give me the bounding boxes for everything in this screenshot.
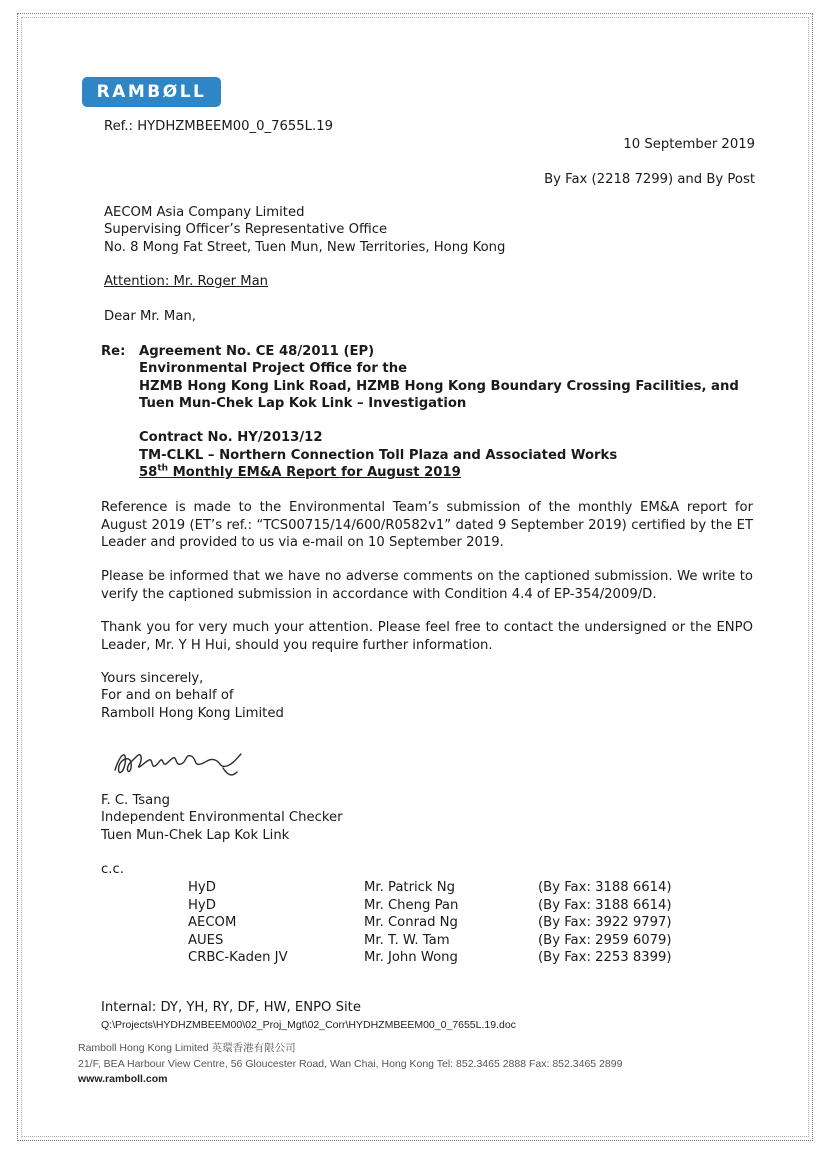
reference-number: Ref.: HYDHZMBEEM00_0_7655L.19 — [104, 119, 333, 134]
subject-investigation: Tuen Mun-Chek Lap Kok Link – Investigation — [139, 396, 467, 411]
internal-distribution: Internal: DY, YH, RY, DF, HW, ENPO Site — [101, 1000, 361, 1015]
delivery-method: By Fax (2218 7299) and By Post — [544, 172, 755, 187]
report-ordinal: th — [157, 463, 169, 474]
cc-org: AECOM — [188, 915, 237, 931]
subject-office: Environmental Project Office for the — [139, 361, 408, 376]
recipient-office: Supervising Officer’s Representative Office — [104, 222, 388, 237]
recipient-company: AECOM Asia Company Limited — [104, 205, 305, 220]
cc-fax: (By Fax: 3922 9797) — [538, 915, 672, 931]
subject-toll-plaza: TM-CLKL – Northern Connection Toll Plaza and Associated Works — [139, 448, 618, 463]
subject-re-label: Re: — [101, 344, 126, 359]
cc-row — [188, 932, 698, 950]
cc-row — [188, 897, 698, 915]
cc-fax: (By Fax: 3188 6614) — [538, 880, 672, 895]
subject-report-title — [139, 464, 461, 482]
cc-name: Mr. Cheng Pan — [364, 897, 459, 913]
paragraph-no-comments: Please be informed that we have no adverse comments on the captioned submission. We write to verify the captioned submission in accordance with Condition 4.4 of EP-354/2009/D. — [101, 569, 753, 602]
ramboll-logo: RAMBØLL — [82, 77, 221, 107]
paragraph-thanks: Thank you for very much your attention. Please feel free to contact the undersigned or the ENPO Leader, Mr. Y H Hui, should you require further information. — [101, 620, 753, 653]
cc-org: HyD — [188, 880, 216, 895]
cc-row — [188, 879, 698, 897]
cc-name: Mr. Conrad Ng — [364, 915, 458, 931]
footer-company: Ramboll Hong Kong Limited 英環香港有限公司 — [78, 1042, 296, 1054]
closing-yours-sincerely: Yours sincerely, — [101, 671, 204, 686]
cc-label: c.c. — [101, 862, 124, 877]
cc-name: Mr. John Wong — [364, 950, 458, 966]
cc-org: CRBC-Kaden JV — [188, 950, 288, 966]
cc-fax: (By Fax: 3188 6614) — [538, 897, 672, 913]
letter-date: 10 September 2019 — [623, 137, 755, 152]
subject-facilities: HZMB Hong Kong Link Road, HZMB Hong Kong Boundary Crossing Facilities, and — [139, 379, 739, 394]
closing-company: Ramboll Hong Kong Limited — [101, 706, 284, 721]
cc-fax: (By Fax: 2253 8399) — [538, 950, 672, 966]
cc-row — [188, 914, 698, 932]
signatory-name: F. C. Tsang — [101, 793, 170, 808]
closing-on-behalf: For and on behalf of — [101, 688, 234, 703]
cc-name: Mr. Patrick Ng — [364, 880, 455, 895]
cc-org: AUES — [188, 932, 224, 948]
cc-list — [188, 879, 698, 967]
salutation: Dear Mr. Man, — [104, 309, 196, 324]
signatory-title: Independent Environmental Checker — [101, 810, 343, 825]
paragraph-reference: Reference is made to the Environmental Team’s submission of the monthly EM&A report for August 2019 (ET’s ref.: “TCS00715/14/600/R0582v1” dated 9 September 2019) certified by the ET Leader and provided to us via e-mail on 10 September 2019. — [101, 500, 753, 551]
footer-address: 21/F, BEA Harbour View Centre, 56 Gloucester Road, Wan Chai, Hong Kong Tel: 852.3465 2888 Fax: 852.3465 2899 — [78, 1058, 623, 1070]
cc-org: HyD — [188, 897, 216, 913]
cc-name: Mr. T. W. Tam — [364, 932, 450, 948]
subject-agreement: Agreement No. CE 48/2011 (EP) — [139, 344, 375, 359]
signature — [111, 744, 251, 788]
cc-row — [188, 949, 698, 967]
signatory-project: Tuen Mun-Chek Lap Kok Link — [101, 828, 290, 843]
subject-contract: Contract No. HY/2013/12 — [139, 430, 323, 445]
footer-website: www.ramboll.com — [78, 1073, 168, 1085]
attention-line: Attention: Mr. Roger Man — [104, 274, 269, 289]
cc-fax: (By Fax: 2959 6079) — [538, 932, 672, 948]
file-path: Q:\Projects\HYDHZMBEEM00\02_Proj_Mgt\02_Corr\HYDHZMBEEM00_0_7655L.19.doc — [101, 1019, 516, 1031]
report-number: 58 — [139, 465, 158, 480]
recipient-address: No. 8 Mong Fat Street, Tuen Mun, New Territories, Hong Kong — [104, 240, 506, 255]
report-title-rest: Monthly EM&A Report for August 2019 — [168, 465, 461, 480]
